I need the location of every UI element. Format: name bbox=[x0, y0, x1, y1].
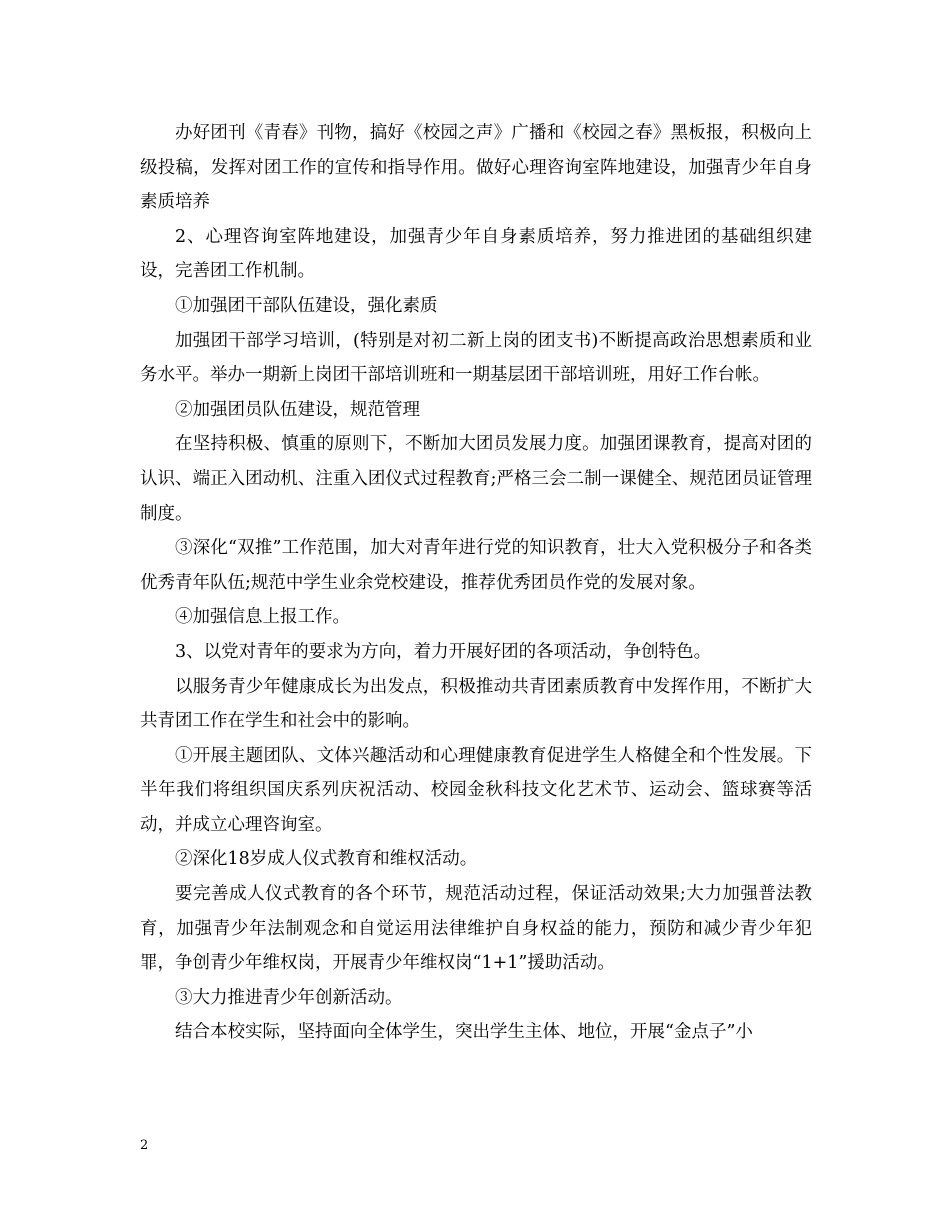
paragraph-4: 加强团干部学习培训，(特别是对初二新上岗的团支书)不断提高政治思想素质和业务水平。举办一期新上岗团干部培训班和一期基层团干部培训班，用好工作台帐。 bbox=[140, 330, 812, 386]
paragraph-14: ③大力推进青少年创新活动。 bbox=[175, 987, 403, 1008]
paragraph-10: 以服务青少年健康成长为出发点，积极推动共青团素质教育中发挥作用，不断扩大共青团工作在学生和社会中的影响。 bbox=[140, 676, 812, 732]
paragraph-3: ①加强团干部队伍建设，强化素质 bbox=[175, 295, 438, 316]
paragraph-15: 结合本校实际，坚持面向全体学生，突出学生主体、地位，开展“金点子”小 bbox=[175, 1022, 753, 1043]
document-body bbox=[140, 116, 812, 1050]
paragraph-8: ④加强信息上报工作。 bbox=[175, 607, 350, 628]
paragraph-6: 在坚持积极、慎重的原则下，不断加大团员发展力度。加强团课教育，提高对团的认识、端正入团动机、注重入团仪式过程教育;严格三会二制一课健全、规范团员证管理制度。 bbox=[140, 434, 812, 524]
paragraph-2: 2、心理咨询室阵地建设，加强青少年自身素质培养，努力推进团的基础组织建设，完善团工作机制。 bbox=[140, 226, 812, 282]
paragraph-12: ②深化18岁成人仪式教育和维权活动。 bbox=[175, 849, 478, 870]
paragraph-7: ③深化“双推”工作范围，加大对青年进行党的知识教育，壮大入党积极分子和各类优秀青年队伍;规范中学生业余党校建设，推荐优秀团员作党的发展对象。 bbox=[140, 538, 812, 593]
paragraph-1: 办好团刊《青春》刊物，搞好《校园之声》广播和《校园之春》黑板报，积极向上级投稿，发挥对团工作的宣传和指导作用。做好心理咨询室阵地建设，加强青少年自身素质培养 bbox=[140, 123, 812, 213]
paragraph-9: 3、以党对青年的要求为方向，着力开展好团的各项活动，争创特色。 bbox=[175, 641, 712, 662]
page-number: 2 bbox=[140, 1138, 149, 1153]
paragraph-11: ①开展主题团队、文体兴趣活动和心理健康教育促进学生人格健全和个性发展。下半年我们将组织国庆系列庆祝活动、校园金秋科技文化艺术节、运动会、篮球赛等活动，并成立心理咨询室。 bbox=[140, 745, 812, 835]
paragraph-5: ②加强团员队伍建设，规范管理 bbox=[175, 399, 420, 420]
paragraph-13: 要完善成人仪式教育的各个环节，规范活动过程，保证活动效果;大力加强普法教育，加强青少年法制观念和自觉运用法律维护自身权益的能力，预防和减少青少年犯罪，争创青少年维权岗，开展青少年维权岗“1+1”援助活动。 bbox=[140, 884, 812, 974]
